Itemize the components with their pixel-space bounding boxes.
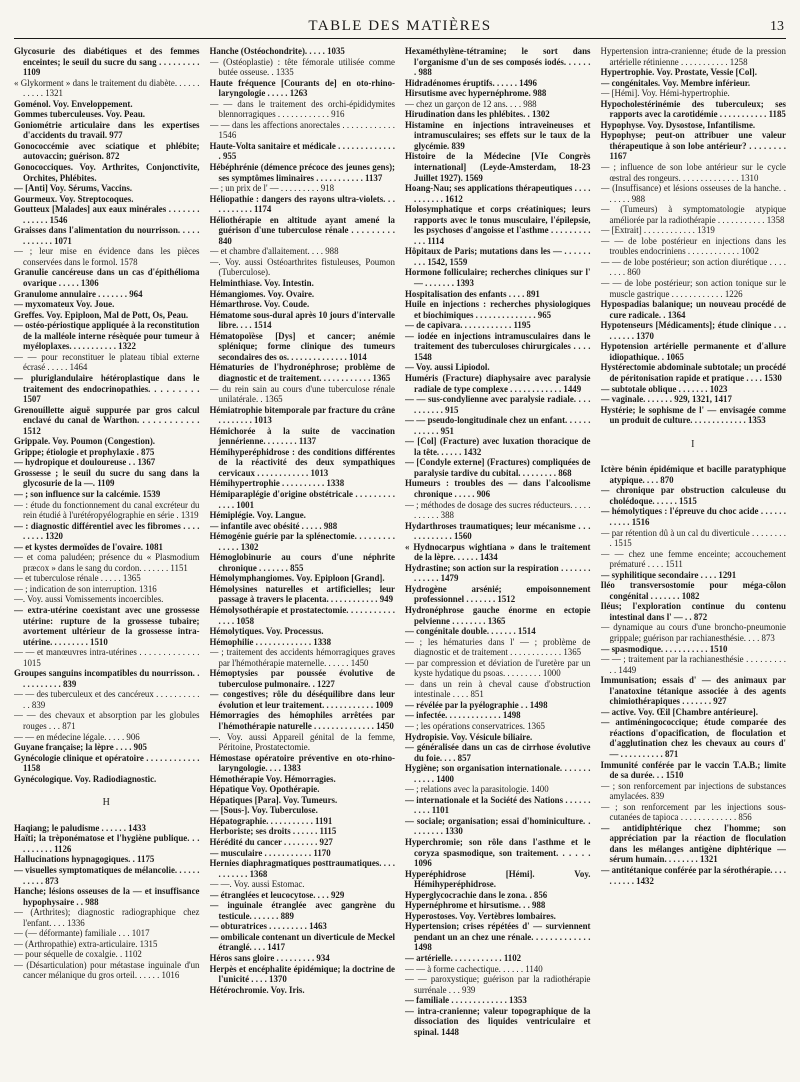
index-entry: Granulome annulaire . . . . . . . 964	[14, 288, 143, 299]
index-entry: Hémiplégie. Voy. Langue.	[209, 510, 306, 521]
index-entry: —. Voy. aussi Ostéoarthrites fistuleuses, Poumon (Tuberculose).	[209, 256, 395, 278]
index-entry: — infectée. . . . . . . . . . . . . 1498	[405, 710, 521, 721]
index-entry: Hémogénie guérie par la splénectomie. . . . . . . . . . . . . . 1302	[209, 531, 395, 552]
index-entry: Groupes sanguins incompatibles du nourrisson. . . . . . . . . . . 839	[14, 668, 200, 689]
index-entry: Gonococciques. Voy. Arthrites, Conjonctivite, Orchites, Phlébites.	[14, 162, 200, 183]
index-entry: — étranglées et leucocytose. . . . 929	[209, 889, 345, 900]
index-entry: — : étude du fonctionnement du canal excréteur du rein étudié à l'urétéropyélographie en série . 1319	[14, 499, 200, 521]
index-entry: — hydropique et douloureuse . . 1367	[14, 457, 156, 468]
index-entry: — intra-cranienne; valeur topographique de la dissociation des liquides ventriculaire et spinal. 1448	[405, 1005, 591, 1037]
index-entry: Iléus; l'exploration continue du contenu intestinal dans l' — . . 872	[600, 601, 786, 622]
index-entry: Hoang-Nau; ses applications thérapeutiques . . . . . . . . . . . 1612	[405, 183, 591, 204]
index-entry: — antiméningococcique; étude comparée des réactions d'opacification, de floculation et d'agglutination chez les chevaux au cours d' — . . . . . . . . . . 871	[600, 717, 786, 759]
index-entry: — spasmodique. . . . . . . . . . . 1510	[600, 643, 728, 654]
index-entry: Grippale. Voy. Poumon (Congestion).	[14, 436, 156, 447]
index-entry: Haute fréquence [Courants de] en oto-rhino-laryngologie . . . . . 1263	[209, 77, 395, 99]
index-entry: Glycosurie des diabétiques et des femmes enceintes; le seuil du sucre du sang . . . . . . . . . 1109	[14, 46, 200, 78]
index-entry: — ; traitement des accidents hémorragiques graves par l'hémothérapie maternelle. . . . . . 1450	[209, 647, 395, 668]
index-entry: Helminthiase. Voy. Intestin.	[209, 278, 314, 289]
index-entry: — — chez une femme enceinte; accouchement prématuré . . . . 1511	[600, 548, 786, 570]
index-column-4	[601, 46, 787, 1074]
index-entry: Grossesse ; le seuil du sucre du sang dans la glycosurie de la —. 1109	[14, 467, 200, 489]
index-entry: —. Voy. aussi Appareil génital de la femme, Péritoine, Prostatectomie.	[209, 731, 395, 753]
index-entry: Granulie cancéreuse dans un cas d'épithélioma ovarique . . . . . 1306	[14, 267, 200, 289]
index-entry: Hémostase opératoire préventive en oto-rhino-laryngologie. . . . 1383	[209, 752, 395, 774]
page-header	[14, 12, 786, 39]
index-entry: — ; leur mise en évidence dans les pièces conservées dans le formol. 1578	[14, 246, 200, 267]
index-entry: — congénitale double. . . . . . . 1514	[405, 626, 536, 637]
index-entry: Hémolytiques. Voy. Processus.	[209, 626, 324, 637]
index-entry: « Hydnocarpus wightiana » dans le traitement de la lèpre. . . . . . 1434	[405, 541, 591, 563]
index-entry: — — de lobe postérieur; son action diurétique . . . . . . . . 860	[600, 256, 786, 278]
index-entry: Haqiang; le paludisme . . . . . . 1433	[14, 822, 146, 833]
index-entry: — ; influence de son lobe antérieur sur le cycle œstral des rongeurs. . . . . . . . . . . . . . 1310	[600, 162, 786, 183]
index-entry: Hirudination dans les phlébites. . 1302	[405, 109, 550, 120]
index-entry: — ; méthodes de dosage des sucres réducteurs. . . . . . . . . . . 388	[405, 499, 591, 521]
index-entry: Gynécologique. Voy. Radiodiagnostic.	[14, 773, 157, 784]
index-entry: — ombilicale contenant un diverticule de Meckel étranglé. . . . 1417	[209, 931, 395, 953]
section-letter: I	[691, 438, 696, 450]
index-entry: Hôpitaux de Paris; mutations dans les — . . . . . . . . . 1542, 1559	[405, 246, 591, 267]
index-entry: Hystérectomie abdominale subtotale; un procédé de péritonisation rapide et pratique . . . . 1530	[600, 362, 786, 383]
index-entry: Hydrogène arsénié; empoisonnement professionnel . . . . . . . 1512	[405, 583, 591, 605]
index-entry: — congestives; rôle du déséquilibre dans leur évolution et leur traitement. . . . . . . . . . . . 1009	[209, 689, 395, 710]
index-entry: Hémihypertrophie . . . . . . . . . . 1338	[209, 478, 345, 489]
index-entry: Héliothérapie en altitude ayant amené la guérison d'une tuberculose rénale . . . . . . . . . 840	[209, 214, 395, 246]
index-entry: Histamine en injections intraveineuses et intramusculaires; ses effets sur le taux de la glycémie. 839	[405, 119, 591, 151]
index-entry: « Glykorment » dans le traitement du diabète. . . . . . . . . . . 1321	[14, 77, 200, 99]
index-entry: Hystérie; le sophisme de l' — envisagée comme un produit de culture. . . . . . . . . . . . . 1353	[600, 404, 786, 426]
index-entry: Hypophyse. Voy. Dysostose, Infantilisme.	[600, 119, 756, 130]
index-entry: Huméris (Fracture) diaphysaire avec paralysie radiale de type complexe . . . . . . . . . . . . 1449	[405, 372, 591, 394]
index-entry: — et chambre d'allaitement. . . . 988	[209, 246, 339, 257]
index-entry: — inguinale étranglée avec gangrène du testicule. . . . . . . 889	[209, 900, 395, 921]
index-entry: — ; les hématuries dans l' — ; problème de diagnostic et de traitement . . . . . . . . . . . . 1365	[405, 636, 591, 658]
index-entry: — (Tumeurs) à symptomatologie atypique améliorée par la radiothérapie . . . . . . . . . . . 1358	[600, 204, 786, 225]
index-entry: — ; les opérations conservatrices. 1365	[405, 721, 545, 731]
index-entry: — —. Voy. aussi Estomac.	[209, 879, 305, 890]
index-entry: Hypospadias balanique; un nouveau procédé de cure radicale. . 1364	[600, 299, 786, 320]
index-entry: Guyane française; la lèpre . . . . 905	[14, 742, 147, 753]
index-entry: Graisses dans l'alimentation du nourrisson. . . . . . . . . . . . 1071	[14, 225, 200, 246]
index-entry: Hématopoïèse [Dys] et cancer; anémie splénique; forme clinique des tumeurs secondaires des os. . . . . . . . . . . . . . 1014	[209, 330, 395, 362]
index-entry: — congénitales. Voy. Membre inférieur.	[600, 77, 751, 88]
index-entry: — [Extrait] . . . . . . . . . . . . 1319	[600, 225, 715, 236]
index-entry: — (Arthropathie) extra-articulaire. 1315	[14, 938, 158, 949]
index-entry: — et tuberculose rénale . . . . . 1365	[14, 573, 141, 584]
index-entry: Hémolymphangiomes. Voy. Epiploon [Grand].	[209, 573, 385, 584]
index-entry: — — et manœuvres intra-utérines . . . . . . . . . . . . . 1015	[14, 647, 200, 668]
index-entry: Hygiène; son organisation internationale. . . . . . . . . . . . 1400	[405, 763, 591, 784]
index-entry: — sociale; organisation; essai d'hominiculture. . . . . . . . . 1330	[405, 815, 591, 837]
index-entry: Hexaméthylène-tétramine; le sort dans l'organisme d'un de ses composés iodés. . . . . . . 988	[405, 46, 591, 78]
index-entry: — vaginale. . . . . . . 929, 1321, 1417	[600, 394, 732, 405]
index-entry: — [Sous-]. Voy. Tuberculose.	[209, 805, 318, 816]
index-entry: — dynamique au cours d'une broncho-pneumonie grippale; guérison par rachianesthésie. . . . 873	[600, 622, 786, 643]
index-entry: — infantile avec obésité . . . . . 988	[209, 520, 338, 531]
index-entry: — [Hémi]. Voy. Hémi-hypertrophie.	[600, 88, 730, 99]
index-entry: Hypotenseurs [Médicaments]; étude clinique . . . . . . . . . 1370	[600, 320, 786, 341]
index-entry: — — paroxystique; guérison par la radiothérapie surrénale . . . 939	[405, 974, 591, 995]
index-entry: — — des chevaux et absorption par les globules rouges . . . 871	[14, 710, 200, 731]
index-entry: — — sus-condylienne avec paralysie radiale. . . . . . . . . . . 915	[405, 394, 591, 415]
index-entry: Goniométrie articulaire dans les expertises d'accidents du travail. 977	[14, 119, 200, 141]
index-entry: — antidiphtérique chez l'homme; son appréciation par la réaction de floculation dans les mélanges antigène diphtérique — sérum humain. . . . . . . . 1321	[600, 822, 786, 865]
index-entry: Hyperglycocrachie dans le zona. . 856	[405, 889, 548, 900]
index-entry: Hanche; lésions osseuses de la — et insuffisance hypophysaire . . 988	[14, 886, 200, 907]
index-entry: — chez un garçon de 12 ans. . . . 988	[405, 98, 537, 109]
index-entry: Hernies diaphragmatiques posttraumatiques. . . . . . . . . . . 1368	[209, 858, 395, 879]
index-entry: Héros sans gloire . . . . . . . . . 934	[209, 953, 330, 964]
index-entry: Greffes. Voy. Epiploon, Mal de Pott, Os, Peau.	[14, 309, 189, 320]
index-entry: Grenouillette aiguë suppurée par gros calcul enclavé du canal de Warthon. . . . . . . . . . . . 1512	[14, 404, 200, 436]
index-entry: — — des tuberculeux et des cancéreux . . . . . . . . . . . . 839	[14, 689, 200, 710]
index-entry: Hémothérapie Voy. Hémorragies.	[209, 773, 336, 784]
index-entry: Hémiatrophie bitemporale par fracture du crâne . . . . . . . . 1013	[209, 404, 395, 426]
index-entry: — (Insuffisance) et lésions osseuses de la hanche. . . . . . . 988	[600, 183, 786, 204]
index-entry: — musculaire . . . . . . . . . . . 1170	[209, 847, 331, 858]
index-entry: Goménol. Voy. Enveloppement.	[14, 98, 133, 109]
index-entry: Hérédité du cancer . . . . . . . . 927	[209, 837, 333, 848]
index-entry: — ; relations avec la parasitologie. 1400	[405, 784, 549, 795]
index-entry: — — pour reconstituer le plateau tibial externe écrasé . . . . . 1464	[14, 351, 200, 373]
index-entry: Huile en injections : recherches physiologiques et biochimiques . . . . . . . . . . . . . . 965	[405, 299, 591, 320]
index-column-3	[405, 46, 591, 1074]
index-entry: Hétérochromie. Voy. Iris.	[209, 984, 305, 995]
index-entry: — subtotale oblique . . . . . . . 1023	[600, 383, 728, 394]
index-entry: Hématuries de l'hydronéphrose; problème de diagnostic et de traitement. . . . . . . . . . . . 1365	[209, 362, 395, 383]
index-entry: — pour séquelle de coxalgie. . 1102	[14, 949, 142, 960]
index-entry: Holosymphatique et corps créatiniques; leurs rapports avec le tonus musculaire, l'épilepsie, les psychoses d'angoisse et l'asthme . . . . . . . . . . . . 1114	[405, 204, 591, 246]
index-entry: — généralisée dans un cas de cirrhose évolutive du foie. . . . 857	[405, 742, 591, 763]
index-entry: Herboriste; ses droits . . . . . . 1115	[209, 826, 337, 837]
index-entry: Grippe; étiologie et prophylaxie . 875	[14, 446, 155, 457]
index-entry: Histoire de la Médecine [VIe Congrès international] (Leyde-Amsterdam, 18-23 Juillet 1927). 1569	[405, 151, 591, 183]
index-entry: Hémorragies des hémophiles arrêtées par l'hémothérapie naturelle . . . . . . . . . . . . . . 1450	[209, 710, 395, 731]
index-entry: — ostéo-périostique appliquée à la reconstitution de la malléole interne résèquée pour tumeur à myéloplaxes. . . . . . . . . . . 1322	[14, 320, 200, 352]
index-entry: — (Arthrites); diagnostic radiographique chez l'enfant. . . . 1336	[14, 907, 200, 928]
index-entry: — dans un rein à cheval cause d'obstruction intestinale . . . . 851	[405, 678, 591, 700]
index-entry: Gonococcémie avec sciatique et phlébite; autovaccin; guérison. 872	[14, 140, 200, 162]
index-entry: Hypernéphrome et hirsutisme. . . 988	[405, 900, 546, 911]
index-entry: Ictère bénin épidémique et bacille paratyphique atypique. . . . 870	[600, 464, 786, 485]
index-entry: Hémolysines naturelles et artificielles; leur passage à travers le placenta. . . . . . . . . . . . 949	[209, 583, 395, 605]
index-column-2	[210, 46, 396, 1074]
index-entry: Hallucinations hypnagogiques. . 1175	[14, 854, 155, 865]
index-entry: — par rétention dû à un cal du diverticule . . . . . . . . . 1515	[600, 527, 786, 549]
index-entry: Gourmeux. Voy. Streptocoques.	[14, 193, 134, 204]
index-entry: — myxomateux Voy. Joue.	[14, 299, 115, 310]
index-entry: — ; un prix de l' — . . . . . . . . . 918	[209, 183, 335, 194]
index-entry: Hydrastine; son action sur la respiration . . . . . . . . . . . . . 1479	[405, 562, 591, 584]
index-entry: Hydarthroses traumatiques; leur mécanisme . . . . . . . . . . . . 1560	[405, 520, 591, 542]
index-entry: — — ; traitement par la rachianesthésie . . . . . . . . . . . 1449	[600, 654, 786, 675]
index-entry: Iléo transversostomie pour méga-côlon congénital . . . . . . . 1082	[600, 580, 786, 601]
index-entry: — (Désarticulation) pour métastase inguinale d'un cancer mélanique du gros orteil. . . . . . 1016	[14, 959, 200, 981]
index-entry: — — de lobe postérieur; son action tonique sur le muscle gastrique . . . . . . . . . . . . 1226	[600, 278, 786, 299]
index-entry: Hémoglobinurie au cours d'une néphrite chronique . . . . . . . 855	[209, 552, 395, 573]
index-entry: Haute-Volta sanitaire et médicale . . . . . . . . . . . . . . 955	[209, 140, 395, 162]
index-entry: Hépatiques [Para]. Voy. Tumeurs.	[209, 794, 338, 805]
index-entry: — et kystes dermoïdes de l'ovaire. 1081	[14, 541, 163, 552]
index-entry: Hypertrophie. Voy. Prostate, Vessie [Col].	[600, 67, 757, 78]
index-entry: — — de lobe postérieur en injections dans les troubles endocriniens . . . . . . . . . . . . 1002	[600, 235, 786, 257]
index-entry: — pluriglandulaire hétéroplastique dans le traitement des endocrinopathies. . . . . . . . . 1507	[14, 372, 200, 405]
index-entry: — par compression et déviation de l'uretère par un kyste hydatique du psoas. . . . . . . . . 1000	[405, 657, 591, 679]
index-entry: Hémoptysies par poussée évolutive de tuberculose pulmonaire. . 1227	[209, 668, 395, 689]
index-entry: Hyperostoses. Voy. Vertèbres lombaires.	[405, 910, 556, 921]
index-entry: Hémophilie . . . . . . . . . . . . . 1338	[209, 636, 332, 647]
index-entry: — Voy. aussi Lipiodol.	[405, 362, 490, 373]
index-entry: — [Condyle externe] (Fractures) compliquées de paralysie tardive du cubital. . . . . . . . . 868	[405, 457, 591, 478]
index-entry: Herpès et encéphalite épidémique; la doctrine de l'unicité . . . . 1370	[209, 963, 395, 985]
index-entry: — — à forme cachectique. . . . . . 1140	[405, 963, 543, 974]
index-entry: — [Anti] Voy. Sérums, Vaccins.	[14, 183, 133, 194]
index-entry: Hypertension; crises répétées d' — surviennent pendant un an chez une rénale. . . . . . . . . . . . . 1498	[405, 921, 591, 953]
index-entry: — (Ostéoplastie) : tête fémorale utilisée comme butée osseuse. . 1335	[209, 56, 395, 78]
index-entry: Hypertension intra-cranienne; étude de la pression artérielle rétinienne . . . . . . . . . . . 1258	[600, 46, 786, 67]
index-entry: — antitétanique conférée par la sérothérapie. . . . . . . . . . 1432	[600, 865, 786, 886]
index-entry: Hématome sous-dural après 10 jours d'intervalle libre. . . . 1514	[209, 309, 395, 331]
index-entry: Hypotension artérielle permanente et d'allure idiopathique. . 1065	[600, 341, 786, 362]
index-entry: — et coma paludéen; présence du « Plasmodium præcox » dans le sang du cordon. . . . . . . 1151	[14, 552, 200, 573]
index-entry: — de capivara. . . . . . . . . . . . 1195	[405, 320, 531, 331]
index-entry: Immunité conférée par le vaccin T.A.B.; limite de sa durée. . . 1510	[600, 759, 786, 781]
index-entry: Hydronéphrose gauche énorme en ectopie pelvienne . . . . . . . . 1365	[405, 604, 591, 626]
index-entry: — syphilitique secondaire . . . . 1291	[600, 569, 737, 580]
index-entry: Hémarthrose. Voy. Coude.	[209, 299, 310, 310]
index-entry: — ; indication de son interruption. 1316	[14, 583, 157, 594]
index-entry: Héliopathie : dangers des rayons ultra-violets. . . . . . . . . . . 1174	[209, 193, 395, 215]
index-entry: — obturatrices . . . . . . . . . 1463	[209, 921, 327, 932]
index-entry: Hypocholestérinémie des tuberculeux; ses rapports avec la carotidémie . . . . . . . . . . . 1185	[600, 98, 786, 120]
index-column-1	[14, 46, 200, 1074]
index-entry: Humeurs : troubles des — dans l'alcoolisme chronique . . . . . 906	[405, 478, 591, 499]
page-number: 13	[770, 19, 784, 34]
index-entry: — hémolytiques : l'épreuve du choc acide . . . . . . . . . . . 1516	[600, 506, 786, 527]
index-entry: Hébéphrénie (démence précoce des jeunes gens); ses symptômes liminaires . . . . . . . . . . . 1137	[209, 162, 395, 183]
index-entry: Hyperéphidrose [Hémi]. Voy. Hémihyperéphidrose.	[405, 868, 591, 890]
index-entry: Hypophyse; peut-on attribuer une valeur thérapeutique à son lobe antérieur? . . . . . . . . 1167	[600, 130, 786, 162]
index-entry: Gynécologie clinique et opératoire . . . . . . . . . . . . 1158	[14, 752, 200, 774]
index-entry: Hirsutisme avec hypernéphrome. 988	[405, 88, 547, 99]
index-entry: — iodée en injections intramusculaires dans le traitement des tuberculoses chirurgicales . . . . 1548	[405, 330, 591, 362]
index-entry: — ; son renforcement par les injections sous-cutanées de tapioca . . . . . . . . . . . . . 856	[600, 801, 786, 823]
index-entry: Hyperchromie; son rôle dans l'asthme et le coryza spasmodique, son traitement. . . . . . 1096	[405, 837, 591, 869]
index-entry: Hémangiomes. Voy. Ovaire.	[209, 288, 315, 299]
index-entry: — visuelles symptomatiques de mélancolie. . . . . . . . . . . 873	[14, 865, 200, 886]
index-entry: — familiale . . . . . . . . . . . . . 1353	[405, 995, 527, 1006]
index-entry: — du rein sain au cours d'une tuberculose rénale unilatérale. . 1365	[209, 383, 395, 405]
index-entry: Hidradénomes éruptifs. . . . . . 1496	[405, 77, 537, 88]
index-columns	[14, 46, 786, 1074]
index-entry: Hémihyperéphidrose : des conditions différentes de la réactivité des deux sympathiques cervicaux . . . . . . . . . . . . 1013	[209, 446, 395, 478]
index-entry: — internationale et la Société des Nations . . . . . . . . . . 1101	[405, 794, 591, 816]
index-entry: Hépatographie. . . . . . . . . . . 1191	[209, 815, 333, 826]
index-entry: Hydropisie. Voy. Vésicule biliaire.	[405, 731, 533, 742]
index-entry: — — dans les affections anorectales . . . . . . . . . . . . 1546	[209, 119, 395, 141]
page-title: TABLE DES MATIÈRES	[308, 18, 492, 34]
index-entry: Goutteux [Malades] aux eaux minérales . . . . . . . . . . . . . 1546	[14, 204, 200, 225]
index-entry: — révélée par la pyélographie . . 1498	[405, 699, 548, 710]
index-entry: — : diagnostic différentiel avec les fibromes . . . . . . . . . 1320	[14, 520, 200, 542]
index-entry: — — dans le traitement des orchi-épididymites blennorragiques . . . . . . . . . . . . 916	[209, 98, 395, 120]
index-entry: Hémolysothérapie et prostatectomie. . . . . . . . . . . . . . . 1058	[209, 604, 395, 626]
index-entry: Hanche (Ostéochondrite). . . . . 1035	[209, 46, 345, 56]
index-entry: — — pseudo-longitudinale chez un enfant. . . . . . . . . . . . 951	[405, 415, 591, 436]
index-entry: — ; son influence sur la calcémie. 1539	[14, 488, 161, 499]
index-entry: — active. Voy. Œil [Chambre antérieure].	[600, 706, 758, 717]
index-entry: —. Voy. aussi Vomissements incoercibles.	[14, 594, 164, 605]
index-entry: Gommes tuberculeuses. Voy. Peau.	[14, 109, 145, 120]
index-entry: Immunisation; essais d' — des animaux par l'anatoxine tétanique associée à des agents chimiothérapiques . . . . . . . 927	[600, 675, 786, 707]
index-entry: — chronique par obstruction calculeuse du cholédoque. . . . . . 1515	[600, 485, 786, 506]
index-entry: Hormone folliculaire; recherches cliniques sur l' — . . . . . . . 1393	[405, 267, 591, 289]
index-entry: Haïti; la trèponématose et l'hygiène publique. . . . . . . . . . 1126	[14, 833, 200, 854]
index-entry: Hémichorée à la suite de vaccination jennérienne. . . . . . . . 1137	[209, 425, 395, 447]
index-entry: — artérielle. . . . . . . . . . . . 1102	[405, 953, 522, 964]
index-entry: — ; son renforcement par injections de substances amylacées. 839	[600, 780, 786, 802]
index-entry: Hépatique Voy. Opothérapie.	[209, 784, 320, 795]
section-letter: H	[102, 797, 111, 809]
index-entry: — [Col] (Fracture) avec luxation thoracique de la tête. . . . . . 1432	[405, 436, 591, 457]
index-entry: — (— déformante) familiale . . . 1017	[14, 928, 150, 939]
index-entry: — — en médecine légale. . . . . 906	[14, 731, 140, 742]
index-entry: — extra-utérine coexistant avec une grossesse utérine: rupture de la grossesse tubaire; avortement ultérieur de la grossesse intra-utérine. . . . . . . . . 1510	[14, 604, 200, 647]
index-entry: Hémiparaplégie d'origine obstétricale . . . . . . . . . . . . . 1001	[209, 488, 395, 510]
index-entry: Hospitalisation des enfants . . . . 891	[405, 288, 540, 299]
